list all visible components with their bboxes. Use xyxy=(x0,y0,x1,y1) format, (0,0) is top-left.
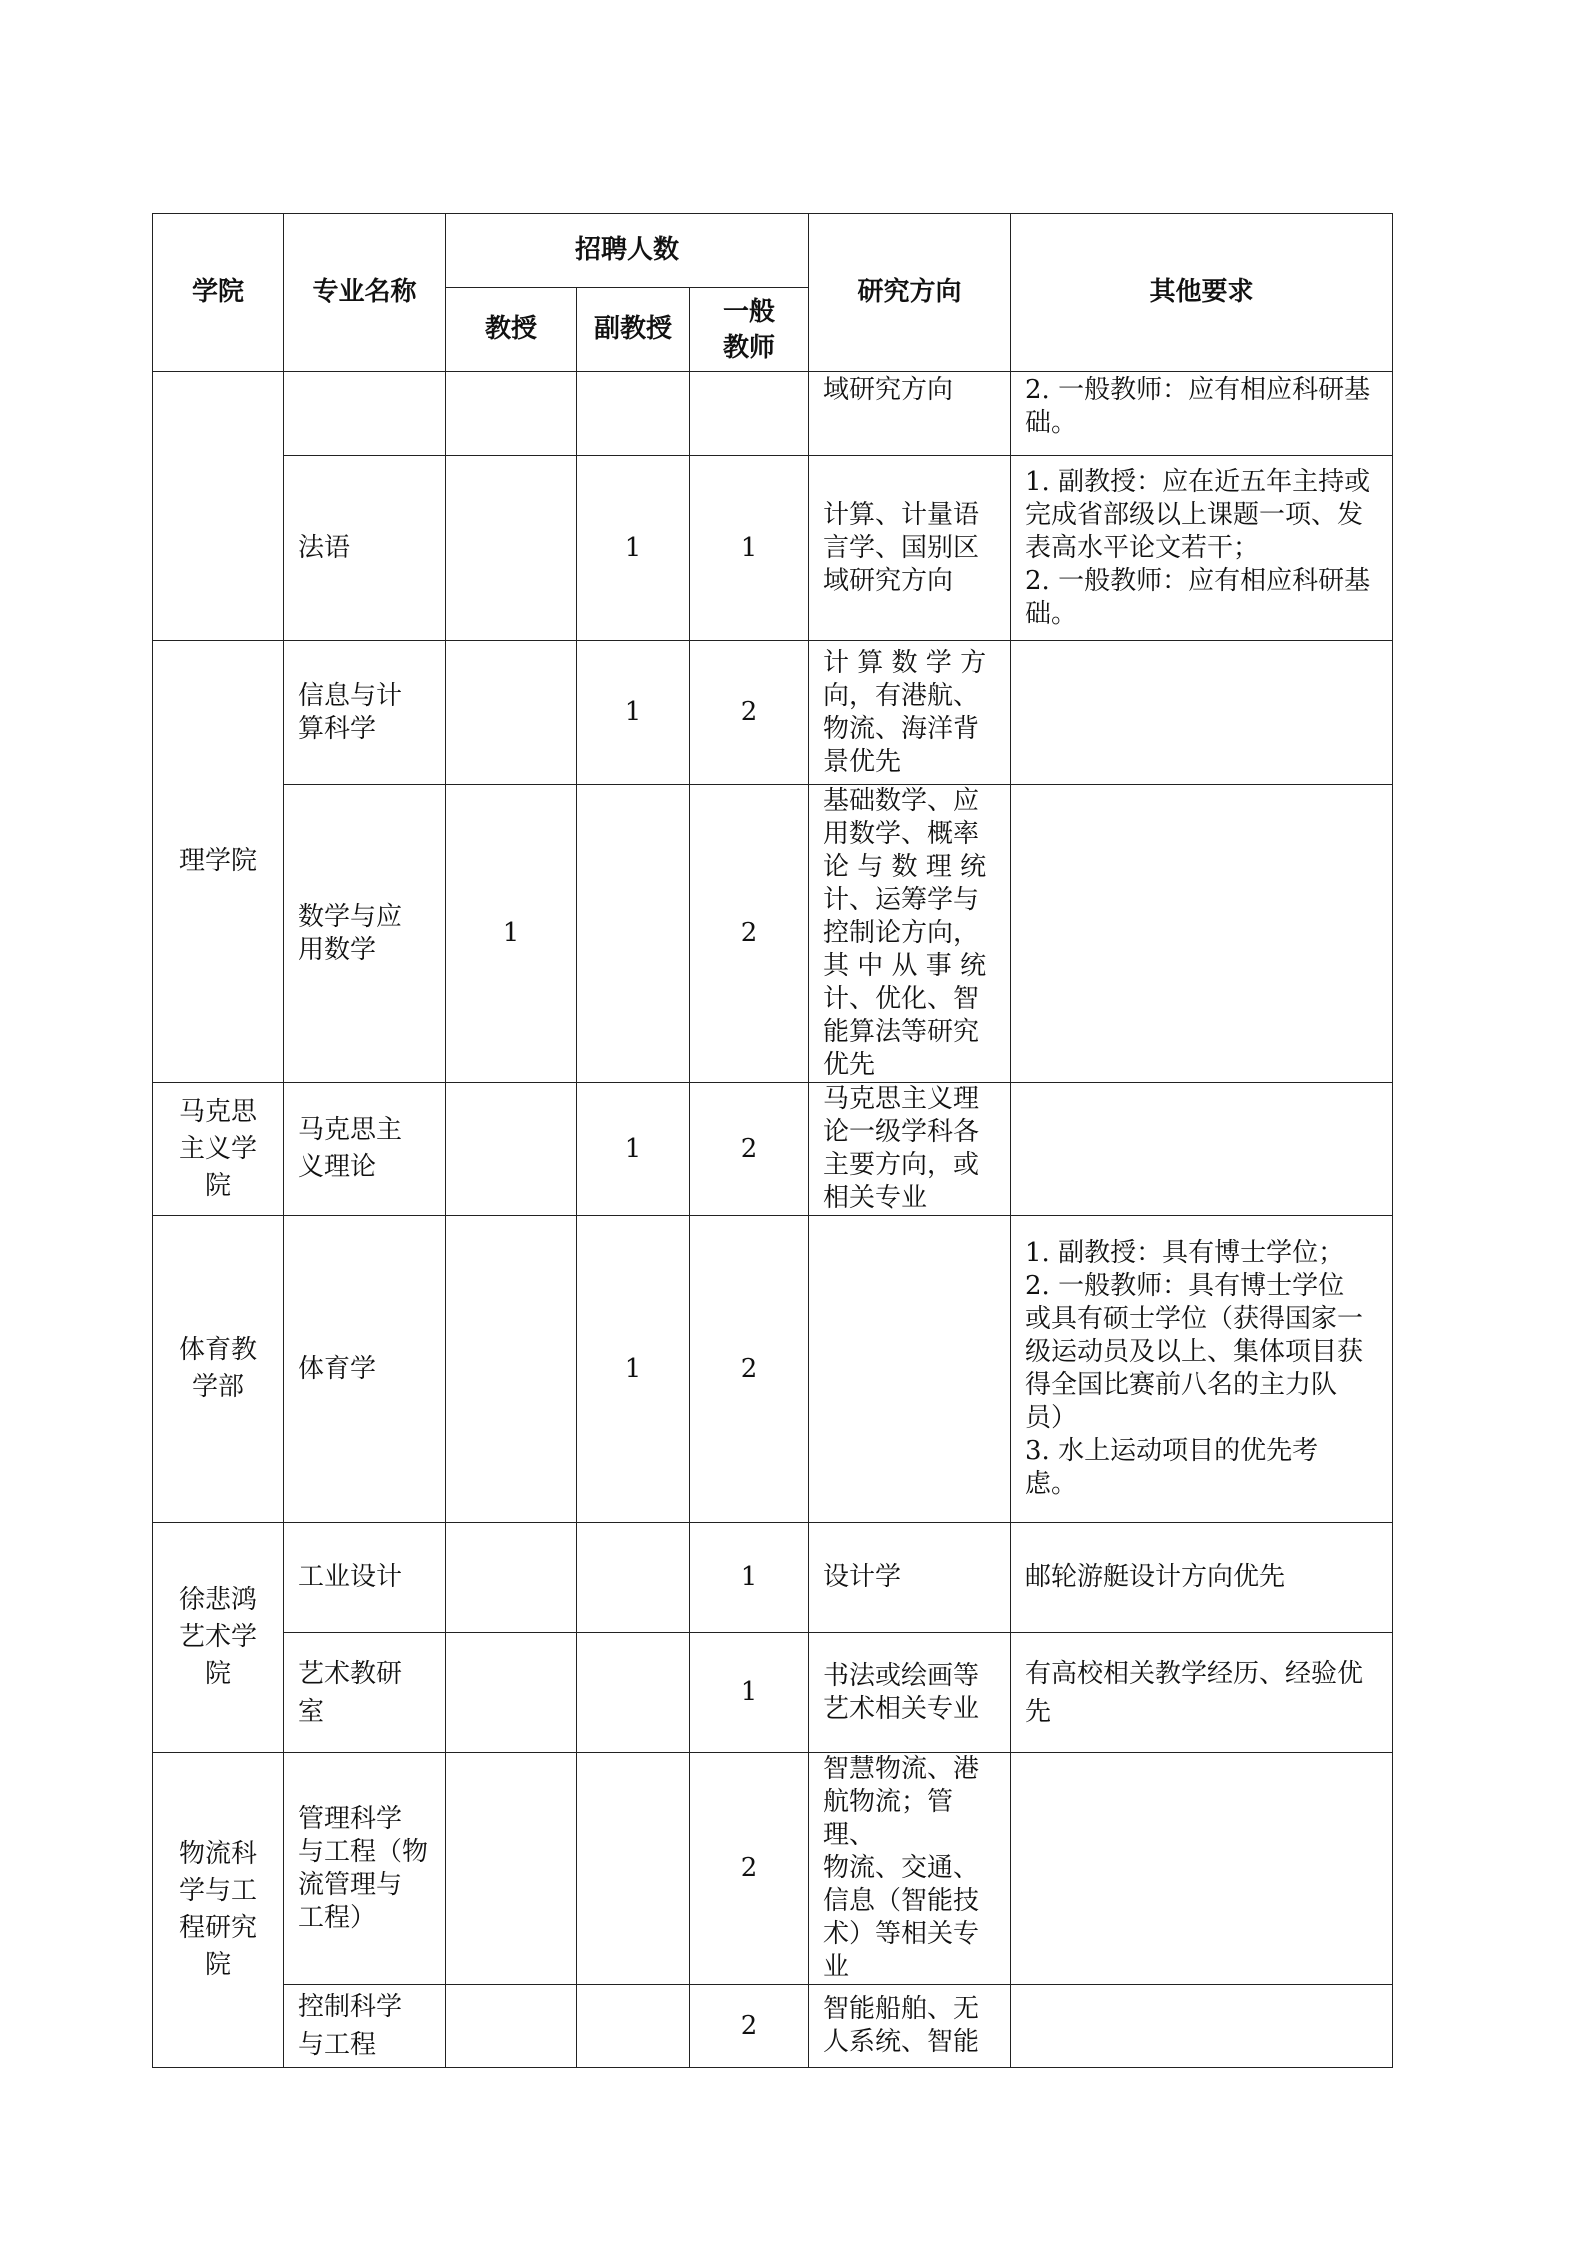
research-cell: 设计学 xyxy=(809,1523,1011,1633)
major-cell: 数学与应 用数学 xyxy=(284,785,446,1083)
major-cell: 管理科学 与工程（物 流管理与 工程） xyxy=(284,1753,446,1985)
professor-count xyxy=(446,372,577,456)
college-cell: 物流科 学与工 程研究 院 xyxy=(153,1753,284,2068)
table-row xyxy=(153,372,1393,456)
general-count: 2 xyxy=(690,785,809,1083)
header-row xyxy=(153,214,1393,288)
research-cell: 马克思主义理 论一级学科各 主要方向，或 相关专业 xyxy=(809,1083,1011,1216)
major-cell: 艺术教研 室 xyxy=(284,1633,446,1753)
requirements-cell: 2. 一般教师：应有相应科研基 础。 xyxy=(1011,372,1393,456)
major-cell: 信息与计 算科学 xyxy=(284,641,446,785)
requirements-cell: 1. 副教授：应在近五年主持或 完成省部级以上课题一项、发 表高水平论文若干； 2. 一般教师：应有相应科研基 础。 xyxy=(1011,456,1393,641)
associate-count: 1 xyxy=(577,1083,690,1216)
college-cell: 理学院 xyxy=(153,641,284,1083)
professor-count xyxy=(446,1083,577,1216)
table-row xyxy=(153,456,1393,641)
requirements-cell: 有高校相关教学经历、经验优 先 xyxy=(1011,1633,1393,1753)
associate-count xyxy=(577,1523,690,1633)
research-cell: 智慧物流、港 航物流；管理、 物流、交通、 信息（智能技 术）等相关专 业 xyxy=(809,1753,1011,1985)
college-cell: 徐悲鸿 艺术学 院 xyxy=(153,1523,284,1753)
header-college: 学院 xyxy=(153,214,284,372)
header-associate-professor: 副教授 xyxy=(577,288,690,372)
general-count: 2 xyxy=(690,1083,809,1216)
general-count xyxy=(690,372,809,456)
requirements-cell: 邮轮游艇设计方向优先 xyxy=(1011,1523,1393,1633)
general-count: 2 xyxy=(690,641,809,785)
major-cell xyxy=(284,372,446,456)
requirements-cell: 1. 副教授：具有博士学位； 2. 一般教师：具有博士学位 或具有硕士学位（获得国家一 级运动员及以上、集体项目获 得全国比赛前八名的主力队 员） 3. 水上运动项目的优先考 虑。 xyxy=(1011,1216,1393,1523)
research-cell: 域研究方向 xyxy=(809,372,1011,456)
professor-count xyxy=(446,1985,577,2068)
professor-count xyxy=(446,1523,577,1633)
college-cell: 体育教 学部 xyxy=(153,1216,284,1523)
college-cell: 马克思 主义学 院 xyxy=(153,1083,284,1216)
general-count: 1 xyxy=(690,1633,809,1753)
associate-count xyxy=(577,1633,690,1753)
table-row xyxy=(153,1985,1393,2068)
requirements-cell xyxy=(1011,641,1393,785)
general-count: 1 xyxy=(690,1523,809,1633)
general-count: 2 xyxy=(690,1985,809,2068)
table-row xyxy=(153,641,1393,785)
associate-count: 1 xyxy=(577,1216,690,1523)
associate-count xyxy=(577,1985,690,2068)
requirements-cell xyxy=(1011,1083,1393,1216)
requirements-cell xyxy=(1011,1985,1393,2068)
header-research-direction: 研究方向 xyxy=(809,214,1011,372)
requirements-cell xyxy=(1011,1753,1393,1985)
professor-count xyxy=(446,1753,577,1985)
associate-count xyxy=(577,1753,690,1985)
professor-count xyxy=(446,1216,577,1523)
major-cell: 体育学 xyxy=(284,1216,446,1523)
professor-count xyxy=(446,641,577,785)
major-cell: 法语 xyxy=(284,456,446,641)
header-recruit-count: 招聘人数 xyxy=(446,214,809,288)
general-count: 1 xyxy=(690,456,809,641)
table-row xyxy=(153,785,1393,1083)
research-cell: 智能船舶、无 人系统、智能 xyxy=(809,1985,1011,2068)
research-cell: 计 算 数 学 方 向，有港航、 物流、海洋背 景优先 xyxy=(809,641,1011,785)
major-cell: 控制科学 与工程 xyxy=(284,1985,446,2068)
college-cell xyxy=(153,372,284,641)
general-count: 2 xyxy=(690,1753,809,1985)
associate-count: 1 xyxy=(577,456,690,641)
professor-count xyxy=(446,456,577,641)
associate-count xyxy=(577,372,690,456)
general-count: 2 xyxy=(690,1216,809,1523)
table-row xyxy=(153,1523,1393,1633)
research-cell: 书法或绘画等 艺术相关专业 xyxy=(809,1633,1011,1753)
table-row xyxy=(153,1753,1393,1985)
header-other-requirements: 其他要求 xyxy=(1011,214,1393,372)
associate-count xyxy=(577,785,690,1083)
professor-count xyxy=(446,1633,577,1753)
recruitment-table xyxy=(152,213,1393,2068)
major-cell: 工业设计 xyxy=(284,1523,446,1633)
table-row xyxy=(153,1633,1393,1753)
table-row xyxy=(153,1083,1393,1216)
requirements-cell xyxy=(1011,785,1393,1083)
header-major: 专业名称 xyxy=(284,214,446,372)
major-cell: 马克思主 义理论 xyxy=(284,1083,446,1216)
research-cell: 基础数学、应 用数学、概率 论 与 数 理 统 计、运筹学与 控制论方向， 其 中 从 事 统 计、优化、智 能算法等研究 优先 xyxy=(809,785,1011,1083)
associate-count: 1 xyxy=(577,641,690,785)
research-cell: 计算、计量语 言学、国别区 域研究方向 xyxy=(809,456,1011,641)
professor-count: 1 xyxy=(446,785,577,1083)
research-cell xyxy=(809,1216,1011,1523)
header-general-teacher: 一般 教师 xyxy=(690,288,809,372)
table-row xyxy=(153,1216,1393,1523)
header-professor: 教授 xyxy=(446,288,577,372)
